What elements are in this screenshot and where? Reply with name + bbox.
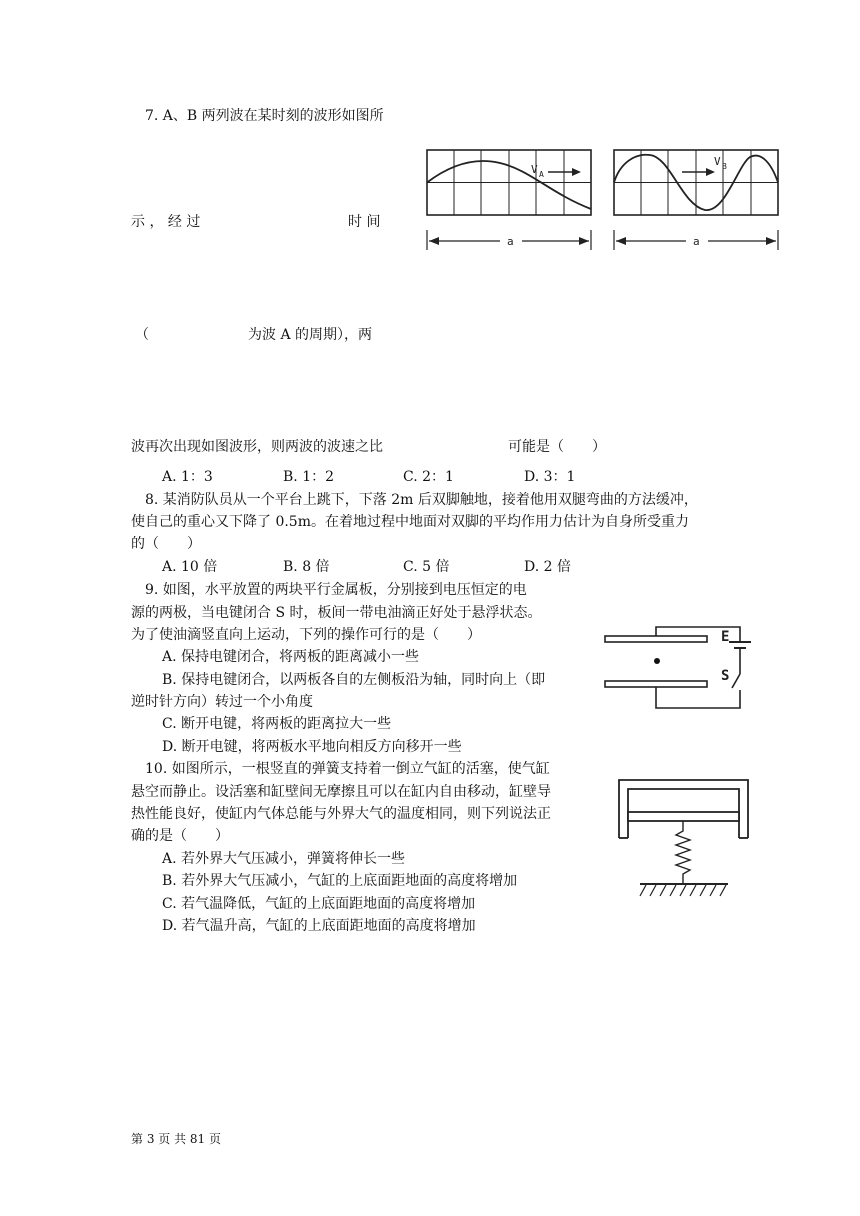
q9-option-d: D. 断开电键，将两板水平地向相反方向移开一些 [162, 739, 462, 755]
q7-line2-left: 示 ， 经 过 [131, 214, 201, 230]
q9-line3: 为了使油滴竖直向上运动，下列的操作可行的是（ ） [131, 627, 481, 643]
q7-option-c: C. 2：1 [403, 469, 454, 485]
q7-line2-right: 时 间 [348, 214, 381, 230]
q8-line2: 使自己的重心又下降了 0.5m。在着地过程中地面对双脚的平均作用力估计为自身所受重力 [131, 514, 689, 530]
switch-label: S [721, 668, 730, 684]
q8-line1: 8. 某消防队员从一个平台上跳下，下落 2m 后双脚触地，接着他用双腿弯曲的方法缓冲， [145, 492, 698, 508]
q10-line1: 10. 如图所示，一根竖直的弹簧支持着一倒立气缸的活塞，使气缸 [145, 761, 550, 777]
q9-option-b-line2: 逆时针方向）转过一个小角度 [131, 694, 313, 710]
battery-label: E [721, 629, 730, 645]
q7-line3-right: 为波 A 的周期），两 [248, 327, 373, 343]
q9-option-c: C. 断开电键，将两板的距离拉大一些 [162, 716, 392, 732]
q10-line2: 悬空而静止。设活塞和缸壁间无摩擦且可以在缸内自由移动，缸壁导 [131, 784, 551, 800]
q9-option-b-line1: B. 保持电键闭合，以两板各自的左侧板沿为轴，同时向上（即 [162, 672, 546, 688]
vb-label: V [714, 155, 721, 168]
dim-a-right: a [693, 235, 700, 248]
q10-option-b: B. 若外界大气压减小，气缸的上底面距地面的高度将增加 [162, 873, 518, 889]
capacitor-circuit-figure [600, 622, 750, 712]
vb-subscript: B [722, 162, 727, 171]
q8-option-c: C. 5 倍 [403, 559, 450, 575]
q9-option-a: A. 保持电键闭合，将两板的距离减小一些 [162, 649, 420, 665]
q7-line4-left: 波再次出现如图波形，则两波的波速之比 [131, 439, 383, 455]
q10-option-d: D. 若气温升高，气缸的上底面距地面的高度将增加 [162, 918, 476, 934]
q10-line3: 热性能良好，使缸内气体总能与外界大气的温度相同，则下列说法正 [131, 806, 551, 822]
q8-option-b: B. 8 倍 [283, 559, 330, 575]
q9-line1: 9. 如图，水平放置的两块平行金属板，分别接到电压恒定的电 [145, 582, 527, 598]
q7-option-d: D. 3：1 [524, 469, 576, 485]
q7-line1: 7. A、B 两列波在某时刻的波形如图所 [145, 108, 384, 124]
q7-line3-left: （ [135, 327, 149, 343]
q9-line2: 源的两极，当电键闭合 S 时，板间一带电油滴正好处于悬浮状态。 [131, 605, 542, 621]
page-number: 第 3 页 共 81 页 [131, 1132, 221, 1146]
q7-option-a: A. 1：3 [162, 469, 213, 485]
oil-drop [654, 658, 660, 664]
q7-option-b: B. 1：2 [283, 469, 335, 485]
q7-line4-right: 可能是（ ） [508, 439, 606, 455]
cylinder-spring-figure [616, 776, 756, 906]
va-label: V [531, 163, 538, 176]
q8-option-a: A. 10 倍 [162, 559, 218, 575]
dim-a-left: a [507, 235, 514, 248]
va-subscript: A [539, 170, 544, 179]
wave-figure [420, 145, 780, 255]
q10-line4: 确的是（ ） [131, 828, 229, 844]
q10-option-a: A. 若外界大气压减小，弹簧将伸长一些 [162, 851, 406, 867]
q10-option-c: C. 若气温降低，气缸的上底面距地面的高度将增加 [162, 896, 476, 912]
q8-option-d: D. 2 倍 [524, 559, 571, 575]
q8-line3: 的（ ） [131, 536, 201, 552]
